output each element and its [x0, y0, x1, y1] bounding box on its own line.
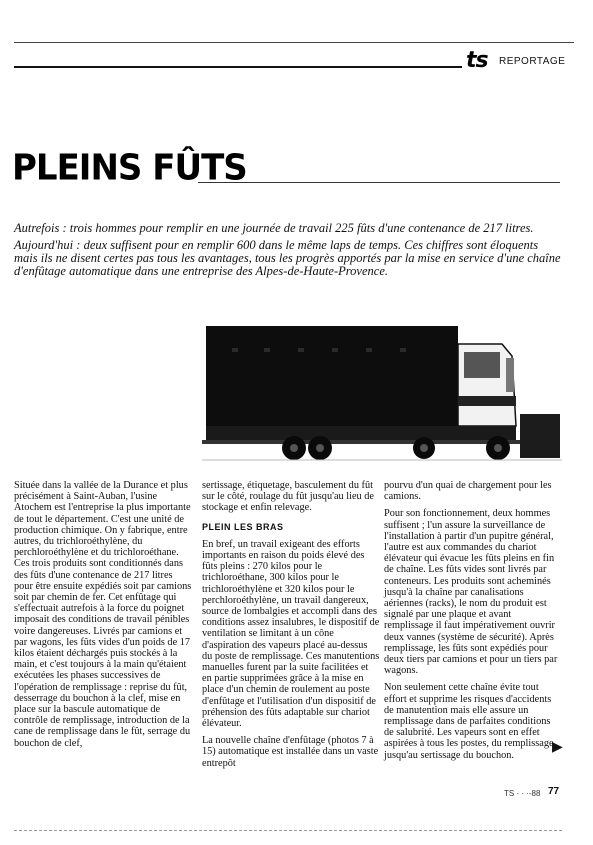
title-rule	[198, 182, 560, 183]
page-number: 77	[548, 786, 560, 797]
header-rule	[14, 66, 462, 68]
truck-photo	[202, 322, 562, 470]
intro-paragraph: Autrefois : trois hommes pour remplir en une journée de travail 225 fûts d'une contenance de 217 litres.	[14, 221, 534, 235]
body-paragraph: sertissage, étiquetage, basculement du fût sur le côté, roulage du fût jusqu'au lieu de stockage et enfin relevage.	[202, 480, 374, 514]
bottom-rule	[14, 830, 562, 831]
body-column-3	[384, 480, 560, 767]
top-rule	[14, 42, 574, 43]
article-intro	[14, 222, 562, 282]
section-subheading: PLEIN LES BRAS	[202, 521, 284, 532]
body-paragraph: Pour son fonctionnement, deux hommes suffisent ; l'un assure la surveillance de l'installation à partir d'un pupitre général, l'autre est aux commandes du chariot élévateur qui évacue les fûts pleins en fin de chaîne. Les fûts vides sont livrés par conteneurs. Les produits sont acheminés jusqu'à la chaîne par canalisations aériennes (racks), le nom du produit est signalé par une plaque et avant remplissage il faut impérativement ouvrir deux vannes (système de sécurité). Après remplissage, les fûts sont expédiés pour deux tiers par camions et pour un tiers par wagons.	[384, 508, 558, 677]
intro-paragraph: Aujourd'hui : deux suffisent pour en remplir 600 dans le même laps de temps. Ces chiffres sont éloquents mais ils ne disent certes pas tous les avantages, tous les progrès apportés par la mise en service d'une chaîne d'enfûtage automatique dans une entreprise des Alpes-de-Haute-Provence.	[14, 238, 561, 278]
body-paragraph: Située dans la vallée de la Durance et plus précisément à Saint-Auban, l'usine Atochem est l'entreprise la plus importante de tout le département. C'est une unité de production chimique. On y fabrique, entre autres, du trichloroéthylène, du perchloroéthylène et du trichloroéthane. Ces trois produits sont conditionnés dans des fûts d'une contenance de 217 litres pour être ensuite expédiés soit par camions soit par chemin de fer. Cet enfûtage qui s'effectuait autrefois à la force du poignet imposait des conditions de travail pénibles voire dangereuses. Livrés par camions et par wagons, les fûts vides d'un poids de 17 kilos étaient déchargés puis stockés à la main, et c'est toujours à la main qu'étaient exécutées les phases successives de l'opération de remplissage : reprise du fût, desserrage du bouchon à la clef, mise en place sur la bascule automatique de contrôle de remplissage, introduction de la cane de remplissage dans le fût, serrage du bouchon de clef,	[14, 480, 192, 749]
truck-trailer	[206, 326, 458, 426]
body-column-2	[202, 480, 380, 775]
body-paragraph: Non seulement cette chaîne évite tout effort et supprime les risques d'accidents de manutention mais elle assure un remplissage dans de parfaites conditions de salubrité. Les vapeurs sont en effet aspirées à tous les postes, du remplissage jusqu'au sertissage du bouchon.	[384, 682, 554, 761]
body-paragraph: En bref, un travail exigeant des efforts importants en raison du poids élevé des fûts pleins : 270 kilos pour le trichloroéthane, 300 kilos pour le trichloroéthylène et 320 kilos pour le perchloroéthylène, un travail dangereux, source de lombalgies et accompli dans des conditions assez insalubres, le dispositif de ventilation se limitant à un cône d'aspiration des vapeurs placé au-dessus du poste de remplissage. Ces manutentions manuelles furent par la suite facilitées et en partie supprimées grâce à la mise en place d'un chemin de roulement au poste d'enfûtage et l'utilisation d'un dispositif de préhension des fûts adaptable sur chariot élévateur.	[202, 538, 380, 730]
body-column-1	[14, 480, 192, 755]
issue-folio: TS · · ·-88	[504, 789, 541, 798]
body-paragraph: pourvu d'un quai de chargement pour les camions.	[384, 480, 552, 503]
section-label: REPORTAGE	[499, 56, 566, 67]
article-title: PLEINS FÛTS	[12, 147, 247, 189]
magazine-logo: ts	[466, 48, 488, 73]
body-paragraph: La nouvelle chaîne d'enfûtage (photos 7 à 15) automatique est installée dans un vaste entrepôt	[202, 735, 379, 769]
continue-arrow-icon: ▶	[552, 738, 563, 754]
